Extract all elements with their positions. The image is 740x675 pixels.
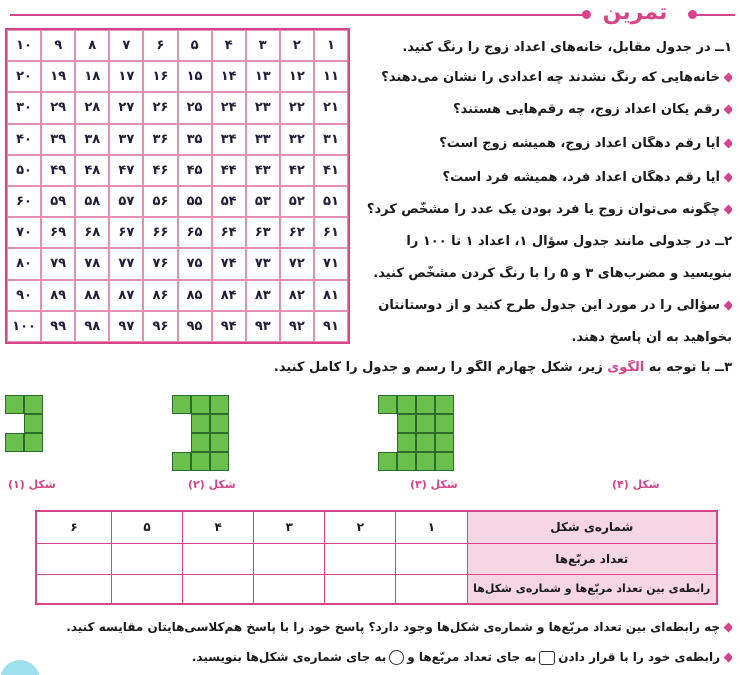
square	[24, 433, 43, 452]
q2-bullet-1: سؤالی را در مورد این جدول طرح کنید و از دوستانتان	[362, 298, 732, 313]
grid-cell[interactable]: ۹۴	[212, 311, 246, 342]
grid-cell[interactable]: ۹۸	[75, 311, 109, 342]
footer-bullet-2: رابطه‌ی خود را با قرار دادنبه جای تعداد مربّع‌ها وبه جای شماره‌ی شکل‌ها بنویسید.	[92, 650, 732, 665]
grid-cell[interactable]: ۵۹	[41, 186, 75, 217]
pattern-shape-2	[172, 395, 229, 471]
grid-cell[interactable]: ۳۲	[280, 124, 314, 155]
grid-cell[interactable]: ۲۸	[75, 92, 109, 123]
bullet-icon	[724, 623, 732, 633]
grid-cell[interactable]: ۷۴	[212, 248, 246, 279]
grid-cell[interactable]: ۲۵	[178, 92, 212, 123]
grid-cell[interactable]: ۴	[212, 30, 246, 61]
square	[416, 452, 435, 471]
grid-cell[interactable]: ۸۰	[7, 248, 41, 279]
square	[397, 395, 416, 414]
grid-cell[interactable]: ۴۱	[314, 155, 348, 186]
q1-bullet-4: آیا رقم دهگان اعداد فرد، همیشه فرد است؟	[362, 170, 732, 185]
answer-cell[interactable]	[183, 574, 254, 604]
circle-icon	[389, 650, 404, 665]
grid-cell[interactable]: ۱۰	[7, 30, 41, 61]
grid-cell[interactable]: ۵۵	[178, 186, 212, 217]
figure-number-cell: ۵	[111, 511, 182, 543]
square	[172, 395, 191, 414]
grid-cell[interactable]: ۳۴	[212, 124, 246, 155]
grid-cell[interactable]: ۲۷	[109, 92, 143, 123]
grid-cell[interactable]: ۶	[143, 30, 177, 61]
grid-cell[interactable]: ۶۶	[143, 217, 177, 248]
grid-cell[interactable]: ۴۰	[7, 124, 41, 155]
bullet-icon	[724, 105, 732, 115]
shape-4-label: شکل (۴)	[612, 478, 660, 491]
answer-cell[interactable]	[111, 574, 182, 604]
q2-line-1: ۲ــ در جدولی مانند جدول سؤال ۱، اعداد ۱ تا ۱۰۰ را	[406, 234, 732, 249]
figure-number-cell: ۱	[396, 511, 467, 543]
bullet-icon	[724, 205, 732, 215]
grid-cell[interactable]: ۱۵	[178, 61, 212, 92]
figure-number-cell: ۴	[183, 511, 254, 543]
grid-cell[interactable]: ۷۰	[7, 217, 41, 248]
answer-cell[interactable]	[254, 574, 325, 604]
square	[435, 395, 454, 414]
grid-cell[interactable]: ۲۶	[143, 92, 177, 123]
grid-cell[interactable]: ۱۳	[246, 61, 280, 92]
answer-cell[interactable]	[325, 574, 396, 604]
figure-number-cell: ۳	[254, 511, 325, 543]
square	[191, 433, 210, 452]
grid-cell[interactable]: ۸۳	[246, 280, 280, 311]
grid-cell[interactable]: ۸۶	[143, 280, 177, 311]
grid-cell[interactable]: ۶۹	[41, 217, 75, 248]
q1-line: ۱ــ در جدول مقابل، خانه‌های اعداد زوج را رنگ کنید.	[402, 40, 732, 55]
grid-cell[interactable]: ۹۷	[109, 311, 143, 342]
grid-cell[interactable]: ۲۳	[246, 92, 280, 123]
square	[416, 414, 435, 433]
row-head-relation: رابطه‌ی بین تعداد مربّع‌ها و شماره‌ی شکل‌ها	[467, 574, 717, 604]
answer-cell[interactable]	[183, 543, 254, 574]
grid-cell[interactable]: ۵۳	[246, 186, 280, 217]
pattern-table	[35, 510, 718, 605]
grid-cell[interactable]: ۷۵	[178, 248, 212, 279]
grid-cell[interactable]: ۳۳	[246, 124, 280, 155]
grid-cell[interactable]: ۱	[314, 30, 348, 61]
grid-cell[interactable]: ۱۹	[41, 61, 75, 92]
grid-cell[interactable]: ۲۲	[280, 92, 314, 123]
pattern-shape-3	[378, 395, 454, 471]
square	[172, 452, 191, 471]
grid-cell[interactable]: ۱۶	[143, 61, 177, 92]
square	[191, 452, 210, 471]
square	[210, 452, 229, 471]
answer-cell[interactable]	[325, 543, 396, 574]
bullet-icon	[724, 173, 732, 183]
grid-cell[interactable]: ۴۸	[75, 155, 109, 186]
grid-cell[interactable]: ۶۱	[314, 217, 348, 248]
grid-cell[interactable]: ۲۰	[7, 61, 41, 92]
grid-cell[interactable]: ۹	[41, 30, 75, 61]
answer-cell[interactable]	[111, 543, 182, 574]
square	[416, 433, 435, 452]
square	[191, 414, 210, 433]
number-grid	[5, 28, 350, 344]
square	[435, 433, 454, 452]
grid-cell[interactable]: ۶۰	[7, 186, 41, 217]
grid-cell[interactable]: ۷۶	[143, 248, 177, 279]
table-row	[36, 574, 717, 604]
page-corner-decoration	[0, 660, 40, 675]
grid-cell[interactable]: ۴۹	[41, 155, 75, 186]
grid-cell[interactable]: ۳۶	[143, 124, 177, 155]
grid-cell[interactable]: ۷۳	[246, 248, 280, 279]
bullet-icon	[724, 301, 732, 311]
grid-cell[interactable]: ۶۲	[280, 217, 314, 248]
q1-bullet-5: چگونه می‌توان زوج یا فرد بودن یک عدد را مشخّص کرد؟	[347, 202, 732, 217]
square	[210, 433, 229, 452]
square	[191, 395, 210, 414]
answer-cell[interactable]	[396, 543, 467, 574]
grid-cell[interactable]: ۲۱	[314, 92, 348, 123]
grid-cell[interactable]: ۳۵	[178, 124, 212, 155]
grid-cell[interactable]: ۵	[178, 30, 212, 61]
square	[435, 414, 454, 433]
square	[435, 452, 454, 471]
figure-number-cell: ۲	[325, 511, 396, 543]
grid-cell[interactable]: ۱۸	[75, 61, 109, 92]
figure-number-cell: ۶	[36, 511, 111, 543]
title-rule-right	[695, 14, 735, 16]
grid-cell[interactable]: ۱۴	[212, 61, 246, 92]
shape-2-label: شکل (۲)	[188, 478, 236, 491]
grid-cell[interactable]: ۱۱	[314, 61, 348, 92]
square	[397, 433, 416, 452]
section-title: تمرین	[602, 0, 668, 25]
grid-cell[interactable]: ۶۴	[212, 217, 246, 248]
grid-cell[interactable]: ۶۳	[246, 217, 280, 248]
q1-bullet-3: آیا رقم دهگان اعداد زوج، همیشه زوج است؟	[362, 136, 732, 151]
square	[416, 395, 435, 414]
grid-cell[interactable]: ۶۸	[75, 217, 109, 248]
grid-cell[interactable]: ۵۷	[109, 186, 143, 217]
grid-cell[interactable]: ۴۷	[109, 155, 143, 186]
bullet-icon	[724, 139, 732, 149]
grid-cell[interactable]: ۹۰	[7, 280, 41, 311]
pattern-shape-1	[5, 395, 43, 452]
q2-line-4: بخواهید به آن پاسخ دهند.	[571, 330, 732, 345]
grid-cell[interactable]: ۱۲	[280, 61, 314, 92]
grid-cell[interactable]: ۴۳	[246, 155, 280, 186]
grid-cell[interactable]: ۳۱	[314, 124, 348, 155]
grid-cell[interactable]: ۶۵	[178, 217, 212, 248]
footer-bullet-1: چه رابطه‌ای بین تعداد مربّع‌ها و شماره‌ی شکل‌ها وجود دارد؟ پاسخ خود را با پاسخ هم‌کلاسی‌هایتان مقایسه کنید.	[12, 620, 732, 634]
grid-cell[interactable]: ۵۰	[7, 155, 41, 186]
grid-cell[interactable]: ۸	[75, 30, 109, 61]
grid-cell[interactable]: ۳۰	[7, 92, 41, 123]
grid-cell[interactable]: ۱۰۰	[7, 311, 41, 342]
grid-cell[interactable]: ۸۵	[178, 280, 212, 311]
grid-cell[interactable]: ۹۶	[143, 311, 177, 342]
grid-cell[interactable]: ۸۲	[280, 280, 314, 311]
grid-cell[interactable]: ۶۷	[109, 217, 143, 248]
square	[378, 395, 397, 414]
grid-cell[interactable]: ۵۴	[212, 186, 246, 217]
grid-cell[interactable]: ۳	[246, 30, 280, 61]
grid-cell[interactable]: ۹۳	[246, 311, 280, 342]
shape-3-label: شکل (۳)	[410, 478, 458, 491]
grid-cell[interactable]: ۹۱	[314, 311, 348, 342]
grid-cell[interactable]: ۸۹	[41, 280, 75, 311]
square	[210, 395, 229, 414]
square	[24, 414, 43, 433]
grid-cell[interactable]: ۷۱	[314, 248, 348, 279]
row-head-square-count: تعداد مربّع‌ها	[467, 543, 717, 574]
grid-cell[interactable]: ۲۹	[41, 92, 75, 123]
answer-cell[interactable]	[254, 543, 325, 574]
grid-cell[interactable]: ۷۲	[280, 248, 314, 279]
grid-cell[interactable]: ۸۴	[212, 280, 246, 311]
square-box-icon	[539, 651, 555, 665]
grid-cell[interactable]: ۷۷	[109, 248, 143, 279]
q1-bullet-2: رقم یکان اعداد زوج، چه رقم‌هایی هستند؟	[362, 102, 732, 117]
bullet-icon	[724, 653, 732, 663]
bullet-icon	[724, 73, 732, 83]
grid-cell[interactable]: ۴۴	[212, 155, 246, 186]
grid-cell[interactable]: ۸۷	[109, 280, 143, 311]
grid-cell[interactable]: ۴۲	[280, 155, 314, 186]
grid-cell[interactable]: ۹۲	[280, 311, 314, 342]
grid-cell[interactable]: ۹۵	[178, 311, 212, 342]
shape-1-label: شکل (۱)	[8, 478, 56, 491]
grid-cell[interactable]: ۳۸	[75, 124, 109, 155]
table-row	[36, 511, 717, 543]
grid-cell[interactable]: ۷	[109, 30, 143, 61]
answer-cell[interactable]	[36, 574, 111, 604]
grid-cell[interactable]: ۷۹	[41, 248, 75, 279]
square	[5, 395, 24, 414]
grid-cell[interactable]: ۷۸	[75, 248, 109, 279]
grid-cell[interactable]: ۵۸	[75, 186, 109, 217]
square	[210, 414, 229, 433]
grid-cell[interactable]: ۹۹	[41, 311, 75, 342]
grid-cell[interactable]: ۲۴	[212, 92, 246, 123]
square	[24, 395, 43, 414]
answer-cell[interactable]	[396, 574, 467, 604]
grid-cell[interactable]: ۵۲	[280, 186, 314, 217]
square	[378, 452, 397, 471]
grid-cell[interactable]: ۸۸	[75, 280, 109, 311]
square	[5, 433, 24, 452]
square	[397, 452, 416, 471]
grid-cell[interactable]: ۴۵	[178, 155, 212, 186]
q1-bullet-1: خانه‌هایی که رنگ نشدند چه اعدادی را نشان می‌دهند؟	[362, 70, 732, 85]
grid-cell[interactable]: ۵۱	[314, 186, 348, 217]
row-head-figure-number: شماره‌ی شکل	[467, 511, 717, 543]
q3-line: ۳ــ با توجه به الگوی زیر، شکل چهارم الگو را رسم و جدول را کامل کنید.	[273, 360, 732, 375]
q2-line-2: بنویسید و مضرب‌های ۳ و ۵ را با رنگ کردن مشخّص کنید.	[373, 266, 732, 281]
grid-cell[interactable]: ۴۶	[143, 155, 177, 186]
title-rule-left	[10, 14, 585, 16]
grid-cell[interactable]: ۳۷	[109, 124, 143, 155]
grid-cell[interactable]: ۸۱	[314, 280, 348, 311]
square	[397, 414, 416, 433]
grid-cell[interactable]: ۱۷	[109, 61, 143, 92]
answer-cell[interactable]	[36, 543, 111, 574]
grid-cell[interactable]: ۲	[280, 30, 314, 61]
table-row	[36, 543, 717, 574]
grid-cell[interactable]: ۳۹	[41, 124, 75, 155]
grid-cell[interactable]: ۵۶	[143, 186, 177, 217]
